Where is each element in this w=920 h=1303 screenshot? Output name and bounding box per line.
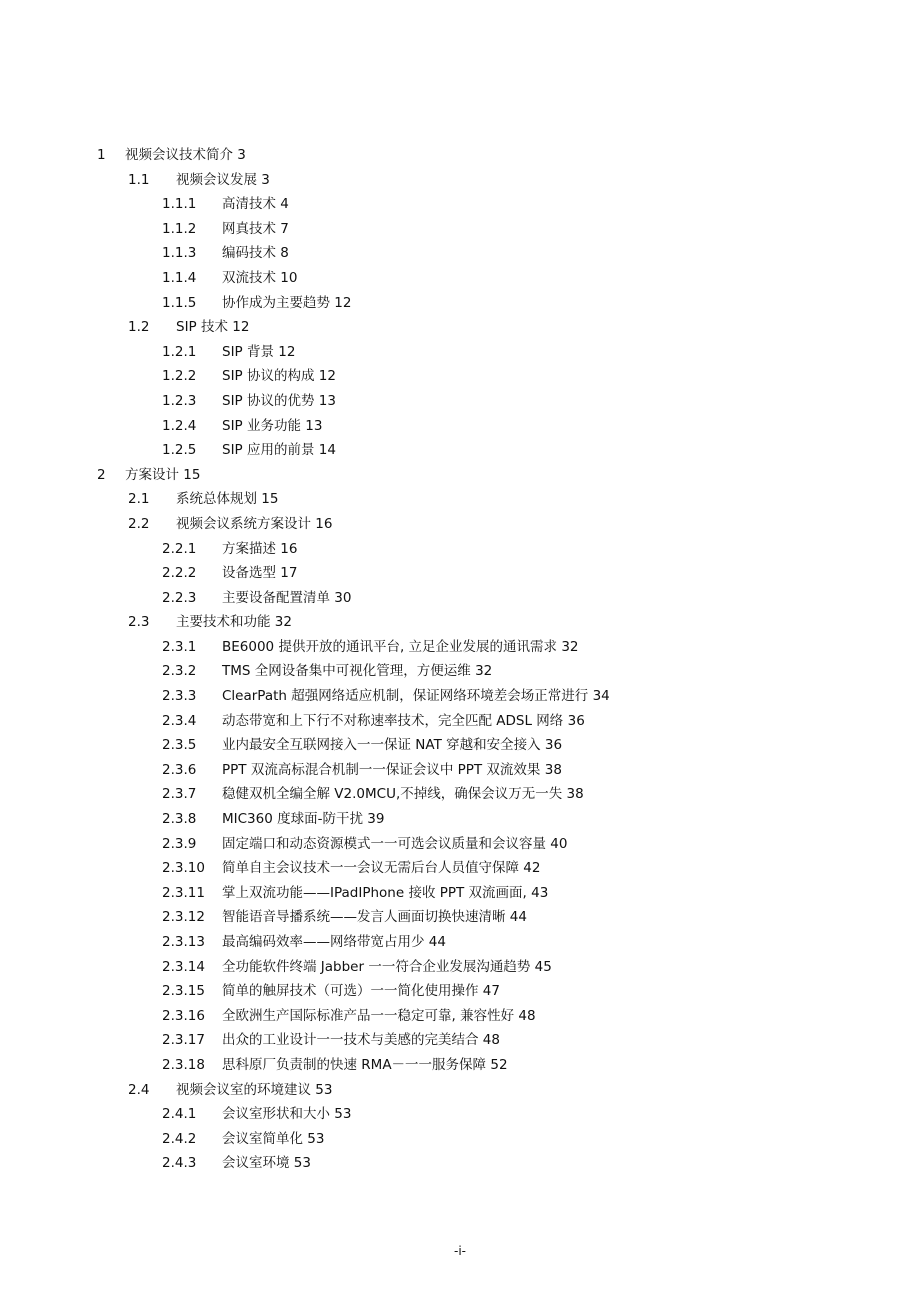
toc-entry[interactable] (0, 217, 920, 242)
toc-entry[interactable] (0, 364, 920, 389)
toc-entry[interactable] (0, 635, 920, 660)
toc-entry-title-text: 简单的触屏技术（可选）一一简化使用操作 (222, 983, 479, 1000)
toc-entry-title (222, 217, 289, 242)
toc-entry-page: 43 (531, 884, 549, 901)
toc-entry-title (125, 463, 200, 488)
toc-entry[interactable] (0, 537, 920, 562)
toc-entry-page: 13 (318, 392, 336, 409)
toc-entry-title-text: SIP 协议的构成 (222, 368, 315, 385)
toc-entry-title (222, 414, 322, 439)
toc-entry-title (222, 364, 336, 389)
toc-entry-title (222, 684, 610, 709)
toc-entry-title (125, 143, 246, 168)
toc-entry-title-text: 出众的工业设计一一技术与美感的完美结合 (222, 1032, 479, 1049)
toc-entry-number: 2.2.3 (162, 589, 197, 606)
toc-entry-title-text: 会议室简单化 (222, 1130, 303, 1147)
toc-entry[interactable] (0, 1004, 920, 1029)
toc-entry-number: 2 (97, 466, 106, 483)
toc-entry-page: 10 (280, 269, 298, 286)
toc-entry-number: 2.4.3 (162, 1155, 197, 1172)
toc-entry[interactable] (0, 561, 920, 586)
toc-entry-page: 15 (261, 491, 279, 508)
toc-entry-title-text: 方案设计 (125, 466, 179, 483)
toc-entry-title-text: 视频会议室的环境建议 (176, 1081, 311, 1098)
toc-entry[interactable] (0, 1078, 920, 1103)
toc-entry-number: 1.1 (128, 171, 150, 188)
toc-entry-number: 2.3.10 (162, 860, 205, 877)
toc-entry-title (222, 881, 548, 906)
toc-entry-title-text: 视频会议技术简介 (125, 147, 233, 163)
toc-entry-page: 15 (183, 466, 201, 483)
toc-entry-title-text: 设备选型 (222, 565, 276, 582)
toc-entry-page: 44 (428, 934, 446, 950)
toc-entry-page: 3 (261, 171, 270, 188)
toc-entry-page: 48 (482, 1032, 500, 1049)
toc-entry[interactable] (0, 881, 920, 906)
toc-entry[interactable] (0, 709, 920, 734)
toc-entry-number: 2.3.18 (162, 1056, 205, 1073)
toc-entry[interactable] (0, 979, 920, 1004)
toc-entry-number: 2.3.12 (162, 909, 205, 926)
toc-entry-number: 2.4 (128, 1081, 150, 1098)
toc-entry-title-text: 业内最安全互联网接入一一保证 NAT 穿越和安全接入 (222, 737, 541, 754)
toc-entry-title-text: 动态带宽和上下行不对称速率技术，完全匹配 ADSL 网络 (222, 712, 564, 729)
toc-entry[interactable] (0, 955, 920, 980)
toc-entry-title (222, 807, 384, 832)
toc-entry-title-text: 双流技术 (222, 269, 276, 286)
toc-entry-page: 38 (544, 761, 562, 778)
toc-entry-title (222, 758, 562, 783)
toc-entry-title-text: 网真技术 (222, 220, 276, 237)
toc-entry-title (222, 635, 579, 660)
toc-entry-number: 1.2.1 (162, 343, 197, 360)
toc-entry-page: 53 (334, 1106, 352, 1123)
toc-entry-title (222, 733, 562, 758)
toc-entry-title (222, 1004, 536, 1029)
toc-entry-title (222, 537, 297, 562)
toc-entry-number: 2.3.3 (162, 688, 197, 705)
toc-entry-page: 36 (567, 712, 585, 729)
toc-entry-number: 1 (97, 147, 106, 163)
toc-entry[interactable] (0, 659, 920, 684)
toc-entry[interactable] (0, 266, 920, 291)
toc-entry-number: 2.3.8 (162, 811, 197, 828)
toc-entry-title-text: SIP 技术 (176, 319, 228, 336)
toc-entry-number: 2.3.17 (162, 1032, 205, 1049)
toc-entry-title-text: MIC360 度球面-防干扰 (222, 811, 363, 828)
toc-entry-page: 3 (237, 147, 246, 163)
toc-entry-page: 40 (550, 835, 568, 852)
toc-entry-number: 1.2.3 (162, 392, 197, 409)
toc-entry[interactable] (0, 192, 920, 217)
toc-entry-number: 2.3.15 (162, 983, 205, 1000)
toc-entry-number: 1.2.2 (162, 368, 197, 385)
toc-entry-title-text: 高清技术 (222, 196, 276, 213)
toc-entry-title (222, 832, 567, 857)
toc-entry-page: 42 (523, 860, 541, 877)
toc-entry[interactable] (0, 733, 920, 758)
toc-entry-title (222, 1053, 508, 1078)
toc-entry-page: 53 (307, 1130, 325, 1147)
toc-entry-page: 13 (305, 417, 323, 434)
toc-entry-title (222, 1127, 324, 1152)
toc-entry[interactable] (0, 315, 920, 340)
toc-entry-title (222, 438, 336, 463)
toc-entry-number: 2.4.1 (162, 1106, 197, 1123)
toc-entry[interactable] (0, 832, 920, 857)
toc-entry-number: 1.1.2 (162, 220, 197, 237)
toc-entry[interactable] (0, 1127, 920, 1152)
toc-entry-title (222, 389, 336, 414)
toc-entry-number: 2.3.1 (162, 638, 197, 655)
toc-entry-title (222, 930, 446, 955)
page-number: -i- (454, 1244, 466, 1258)
toc-entry-number: 1.2.4 (162, 417, 197, 434)
toc-entry-title (176, 168, 270, 193)
toc-entry-number: 2.3 (128, 614, 150, 631)
toc-entry-number: 2.3.16 (162, 1007, 205, 1024)
toc-entry-title (222, 955, 552, 980)
toc-entry-title (222, 659, 492, 684)
toc-entry-title-text: 协作成为主要趋势 (222, 294, 330, 311)
toc-entry-page: 8 (280, 245, 289, 262)
toc-entry-title-text: SIP 背景 (222, 343, 274, 360)
toc-entry-title (176, 1078, 332, 1103)
toc-entry[interactable] (0, 389, 920, 414)
toc-entry[interactable] (0, 463, 920, 488)
toc-entry-title-text: 主要技术和功能 (176, 614, 271, 631)
toc-entry-title (222, 340, 295, 365)
toc-entry-title (222, 856, 540, 881)
toc-entry-title (222, 1102, 351, 1127)
toc-entry-title (176, 512, 332, 537)
toc-entry-number: 1.1.1 (162, 196, 197, 213)
toc-entry-title (222, 905, 527, 930)
toc-entry-page: 32 (561, 638, 579, 655)
toc-entry-title (176, 487, 278, 512)
toc-entry-title-text: SIP 协议的优势 (222, 392, 315, 409)
toc-entry[interactable] (0, 807, 920, 832)
toc-entry[interactable] (0, 905, 920, 930)
toc-entry-page: 17 (280, 565, 298, 582)
toc-entry-number: 2.2.2 (162, 565, 197, 582)
toc-entry[interactable] (0, 1028, 920, 1053)
toc-entry-title-text: 掌上双流功能——IPadIPhone 接收 PPT 双流画面, (222, 884, 527, 901)
toc-entry-title-text: 主要设备配置清单 (222, 589, 330, 606)
toc-entry-title (176, 610, 292, 635)
toc-entry-title-text: ClearPath 超强网络适应机制，保证网络环境差会场正常进行 (222, 688, 589, 705)
toc-entry-page: 12 (318, 368, 336, 385)
toc-entry-title (222, 586, 351, 611)
toc-entry-title-text: 稳健双机全编全解 V2.0MCU,不掉线，确保会议万无一失 (222, 786, 563, 803)
toc-entry-title-text: 最高编码效率——网络带宽占用少 (222, 934, 425, 950)
toc-entry-title-text: 方案描述 (222, 540, 276, 557)
toc-entry[interactable] (0, 1102, 920, 1127)
toc-entry[interactable] (0, 586, 920, 611)
toc-entry-number: 1.1.3 (162, 245, 197, 262)
toc-entry-title (222, 561, 297, 586)
toc-entry[interactable] (0, 856, 920, 881)
toc-entry-title (222, 192, 289, 217)
toc-entry-title (176, 315, 249, 340)
toc-entry-page: 48 (518, 1007, 536, 1024)
toc-entry-title-text: TMS 全网设备集中可视化管理，方便运维 (222, 663, 471, 680)
toc-entry-page: 53 (293, 1155, 311, 1172)
toc-entry[interactable] (0, 758, 920, 783)
toc-entry-page: 4 (280, 196, 289, 213)
toc-entry-page: 52 (490, 1056, 508, 1073)
toc-entry[interactable] (0, 143, 920, 168)
toc-entry[interactable] (0, 512, 920, 537)
toc-entry[interactable] (0, 1151, 920, 1176)
toc-entry-number: 2.3.13 (162, 934, 205, 950)
toc-entry-title-text: 全功能软件终端 Jabber 一一符合企业发展沟通趋势 (222, 958, 531, 975)
toc-entry-page: 7 (280, 220, 289, 237)
toc-entry-page: 30 (334, 589, 352, 606)
toc-entry-page: 12 (278, 343, 296, 360)
toc-entry-title-text: 简单自主会议技术一一会议无需后台人员值守保障 (222, 860, 519, 877)
toc-entry-page: 14 (318, 442, 336, 459)
toc-entry-number: 2.2.1 (162, 540, 197, 557)
toc-entry-title-text: 固定端口和动态资源模式一一可选会议质量和会议容量 (222, 835, 546, 852)
toc-entry-page: 47 (482, 983, 500, 1000)
toc-entry-title-text: 会议室环境 (222, 1155, 290, 1172)
toc-entry-title (222, 782, 584, 807)
toc-entry-title (222, 241, 289, 266)
toc-entry-page: 53 (315, 1081, 333, 1098)
toc-entry[interactable] (0, 487, 920, 512)
toc-entry-title (222, 1028, 500, 1053)
toc-entry[interactable] (0, 610, 920, 635)
toc-entry[interactable] (0, 1053, 920, 1078)
toc-entry-page: 32 (475, 663, 493, 680)
toc-entry-title-text: 视频会议发展 (176, 171, 257, 188)
toc-entry[interactable] (0, 241, 920, 266)
toc-entry-title-text: 会议室形状和大小 (222, 1106, 330, 1123)
toc-entry-number: 1.2.5 (162, 442, 197, 459)
toc-entry-number: 2.4.2 (162, 1130, 197, 1147)
toc-entry[interactable] (0, 782, 920, 807)
toc-entry-number: 2.3.7 (162, 786, 197, 803)
toc-entry-number: 2.3.2 (162, 663, 197, 680)
toc-entry-page: 44 (509, 909, 527, 926)
toc-entry-title (222, 266, 297, 291)
toc-entry[interactable] (0, 414, 920, 439)
toc-entry-page: 38 (566, 786, 584, 803)
toc-entry-page: 45 (534, 958, 552, 975)
toc-entry[interactable] (0, 438, 920, 463)
toc-entry-title-text: SIP 应用的前景 (222, 442, 315, 459)
toc-entry-number: 1.2 (128, 319, 150, 336)
toc-entry-number: 2.3.11 (162, 884, 205, 901)
toc-entry-title-text: BE6000 提供开放的通讯平台, 立足企业发展的通讯需求 (222, 638, 558, 655)
toc-entry-title-text: SIP 业务功能 (222, 417, 301, 434)
toc-entry-page: 36 (544, 737, 563, 754)
toc-entry-page: 12 (334, 294, 352, 311)
toc-entry-title-text: 智能语音导播系统——发言人画面切换快速清晰 (222, 909, 506, 926)
toc-entry-number: 2.3.14 (162, 958, 205, 975)
toc-entry[interactable] (0, 340, 920, 365)
table-of-contents (0, 143, 920, 1176)
toc-entry-number: 2.3.6 (162, 761, 197, 778)
toc-entry-title-text: 系统总体规划 (176, 491, 257, 508)
toc-entry-title-text: PPT 双流高标混合机制一一保证会议中 PPT 双流效果 (222, 761, 541, 778)
toc-entry-number: 2.3.4 (162, 712, 197, 729)
toc-entry-number: 2.2 (128, 515, 150, 532)
toc-entry-page: 34 (592, 688, 610, 705)
toc-entry-title (222, 1151, 311, 1176)
toc-entry-page: 16 (315, 515, 333, 532)
toc-entry[interactable] (0, 291, 920, 316)
toc-entry-title (222, 709, 585, 734)
toc-entry[interactable] (0, 684, 920, 709)
toc-entry-title (222, 979, 500, 1004)
toc-entry-title (222, 291, 351, 316)
toc-entry-page: 39 (367, 811, 385, 828)
toc-entry-title-text: 思科原厂负责制的快速 RMA－一一服务保障 (222, 1056, 487, 1073)
toc-entry-title-text: 全欧洲生产国际标准产品一一稳定可靠, 兼容性好 (222, 1007, 515, 1024)
toc-entry-page: 16 (280, 540, 298, 557)
toc-entry[interactable] (0, 168, 920, 193)
toc-entry-page: 12 (232, 319, 250, 336)
toc-entry-title-text: 编码技术 (222, 245, 276, 262)
toc-entry-number: 2.3.9 (162, 835, 197, 852)
toc-entry-number: 1.1.5 (162, 294, 197, 311)
toc-entry-page: 32 (274, 614, 292, 631)
toc-entry-number: 2.3.5 (162, 737, 197, 754)
toc-entry-number: 1.1.4 (162, 269, 197, 286)
toc-entry[interactable] (0, 930, 920, 955)
toc-entry-number: 2.1 (128, 491, 150, 508)
toc-entry-title-text: 视频会议系统方案设计 (176, 515, 311, 532)
